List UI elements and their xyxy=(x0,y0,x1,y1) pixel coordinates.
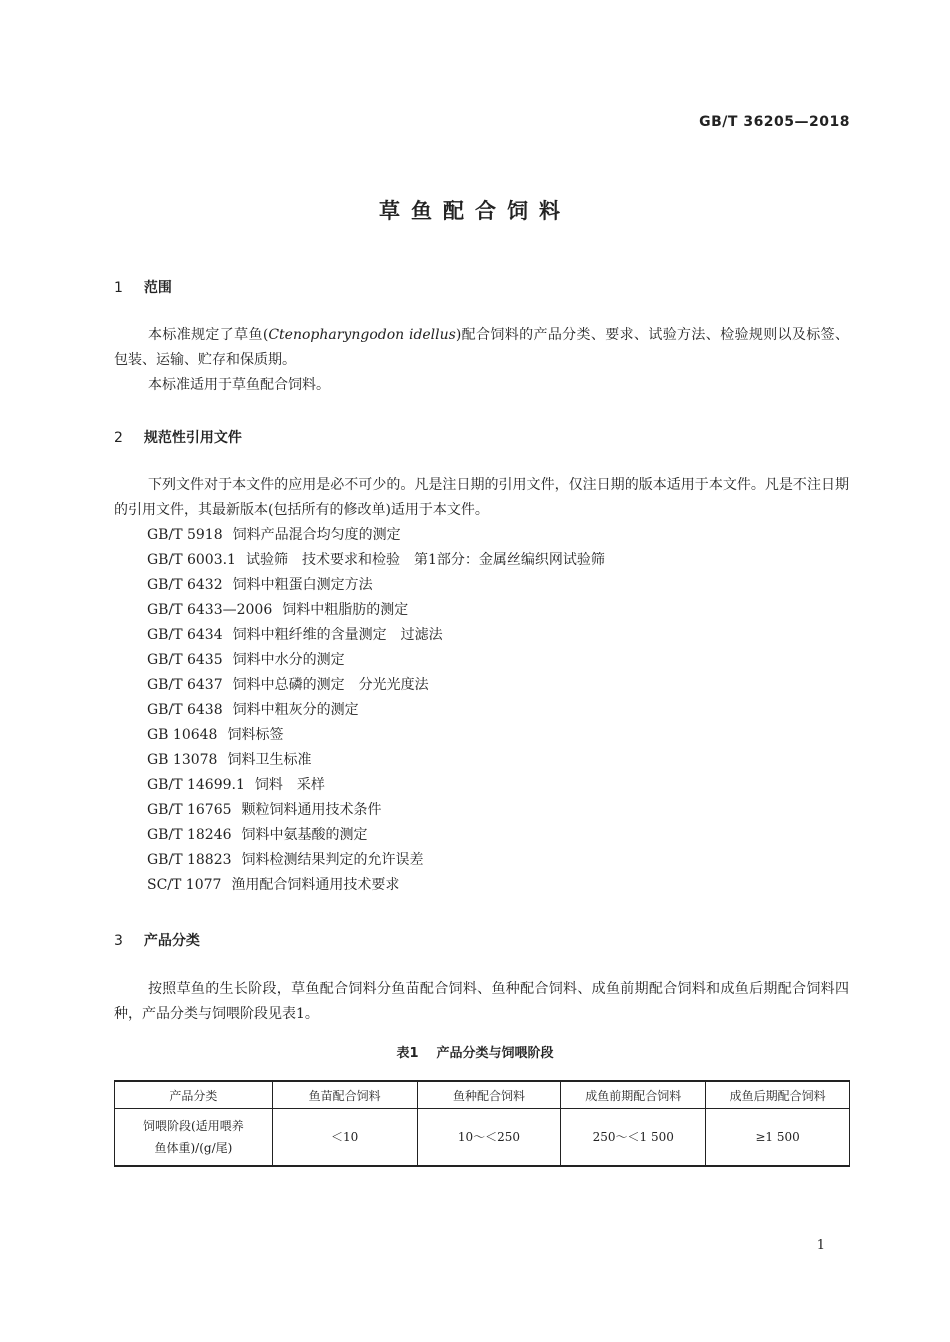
section-number: 2 xyxy=(114,430,123,446)
section-3-heading xyxy=(114,930,200,950)
reference-title: 颗粒饲料通用技术条件 xyxy=(241,802,382,818)
table-row xyxy=(115,1109,850,1167)
reference-code: GB/T 6432 xyxy=(147,577,223,593)
reference-item xyxy=(147,823,605,848)
reference-title: 渔用配合饲料通用技术要求 xyxy=(231,877,400,893)
species-latin-name: Ctenopharyngodon idellus xyxy=(268,327,456,343)
page-number: 1 xyxy=(816,1238,825,1253)
reference-code: GB/T 6435 xyxy=(147,652,223,668)
reference-title: 饲料中总磷的测定 分光光度法 xyxy=(232,677,429,693)
row-label-line: 鱼体重)/(g/尾) xyxy=(154,1141,233,1155)
scope-paragraph-2: 本标准适用于草鱼配合饲料。 xyxy=(148,377,330,393)
section-2-heading xyxy=(114,427,242,447)
reference-code: GB/T 16765 xyxy=(147,802,232,818)
reference-code: GB 10648 xyxy=(147,727,218,743)
reference-code: GB/T 6437 xyxy=(147,677,223,693)
reference-code: SC/T 1077 xyxy=(147,877,222,893)
table-header-cell: 鱼苗配合饲料 xyxy=(272,1081,417,1109)
table-caption xyxy=(0,1042,950,1061)
section-number: 1 xyxy=(114,280,123,296)
table-cell: ＜10 xyxy=(272,1109,417,1167)
reference-title: 饲料中粗蛋白测定方法 xyxy=(232,577,373,593)
reference-code: GB/T 18823 xyxy=(147,852,232,868)
table-title: 产品分类与饲喂阶段 xyxy=(436,1046,554,1061)
reference-code: GB/T 6434 xyxy=(147,627,223,643)
reference-item xyxy=(147,598,605,623)
scope-text-before: 本标准规定了草鱼( xyxy=(148,327,269,343)
table-cell: 250～＜1 500 xyxy=(561,1109,706,1167)
reference-title: 饲料 采样 xyxy=(254,777,325,793)
reference-title: 饲料中氨基酸的测定 xyxy=(241,827,368,843)
reference-item xyxy=(147,773,605,798)
reference-item xyxy=(147,573,605,598)
standard-number: GB/T 36205—2018 xyxy=(699,114,850,130)
section-title: 规范性引用文件 xyxy=(143,430,242,446)
section-number: 3 xyxy=(114,933,123,949)
reference-item xyxy=(147,798,605,823)
scope-text-after: )配合饲料的产品分类、要求、试验方法、检验规则以及标签、包装、运输、贮存和保质期。 xyxy=(114,327,849,368)
table-header-cell: 成鱼前期配合饲料 xyxy=(561,1081,706,1109)
reference-item xyxy=(147,723,605,748)
table-header-row xyxy=(115,1081,850,1109)
table-cell: ≥1 500 xyxy=(706,1109,850,1167)
reference-code: GB/T 14699.1 xyxy=(147,777,245,793)
reference-title: 饲料检测结果判定的允许误差 xyxy=(241,852,424,868)
reference-item xyxy=(147,698,605,723)
reference-title: 饲料标签 xyxy=(227,727,284,743)
table-header-cell: 成鱼后期配合饲料 xyxy=(706,1081,850,1109)
reference-item xyxy=(147,673,605,698)
section-title: 产品分类 xyxy=(143,933,200,949)
reference-list xyxy=(147,523,605,898)
reference-code: GB/T 6003.1 xyxy=(147,552,236,568)
reference-item xyxy=(147,873,605,898)
reference-title: 饲料中粗灰分的测定 xyxy=(232,702,359,718)
table-cell: 10～＜250 xyxy=(417,1109,561,1167)
table-header-cell: 鱼种配合饲料 xyxy=(417,1081,561,1109)
reference-code: GB/T 6438 xyxy=(147,702,223,718)
reference-code: GB/T 6433—2006 xyxy=(147,602,273,618)
reference-item xyxy=(147,748,605,773)
references-intro: 下列文件对于本文件的应用是必不可少的。凡是注日期的引用文件，仅注日期的版本适用于本文件。凡是不注日期的引用文件，其最新版本(包括所有的修改单)适用于本文件。 xyxy=(114,477,849,518)
reference-code: GB/T 5918 xyxy=(147,527,223,543)
reference-code: GB 13078 xyxy=(147,752,218,768)
section-title: 范围 xyxy=(143,280,172,296)
reference-item xyxy=(147,848,605,873)
reference-title: 饲料中水分的测定 xyxy=(232,652,345,668)
section-1-heading xyxy=(114,277,172,297)
reference-title: 饲料产品混合均匀度的测定 xyxy=(232,527,401,543)
reference-title: 饲料中粗纤维的含量测定 过滤法 xyxy=(232,627,443,643)
document-title: 草鱼配合饲料 xyxy=(379,199,571,223)
reference-code: GB/T 18246 xyxy=(147,827,232,843)
classification-table xyxy=(114,1080,850,1167)
reference-item xyxy=(147,623,605,648)
scope-paragraph-1 xyxy=(114,323,849,373)
row-label-cell xyxy=(115,1109,273,1167)
reference-item xyxy=(147,548,605,573)
reference-item xyxy=(147,648,605,673)
reference-title: 饲料卫生标准 xyxy=(227,752,312,768)
classification-paragraph: 按照草鱼的生长阶段，草鱼配合饲料分鱼苗配合饲料、鱼种配合饲料、成鱼前期配合饲料和成鱼后期配合饲料四种，产品分类与饲喂阶段见表1。 xyxy=(114,981,849,1022)
table-number: 表1 xyxy=(396,1046,419,1061)
reference-title: 饲料中粗脂肪的测定 xyxy=(282,602,409,618)
reference-title: 试验筛 技术要求和检验 第1部分：金属丝编织网试验筛 xyxy=(245,552,605,568)
row-label-line: 饲喂阶段(适用喂养 xyxy=(143,1119,244,1133)
table-header-cell: 产品分类 xyxy=(115,1081,273,1109)
reference-item xyxy=(147,523,605,548)
